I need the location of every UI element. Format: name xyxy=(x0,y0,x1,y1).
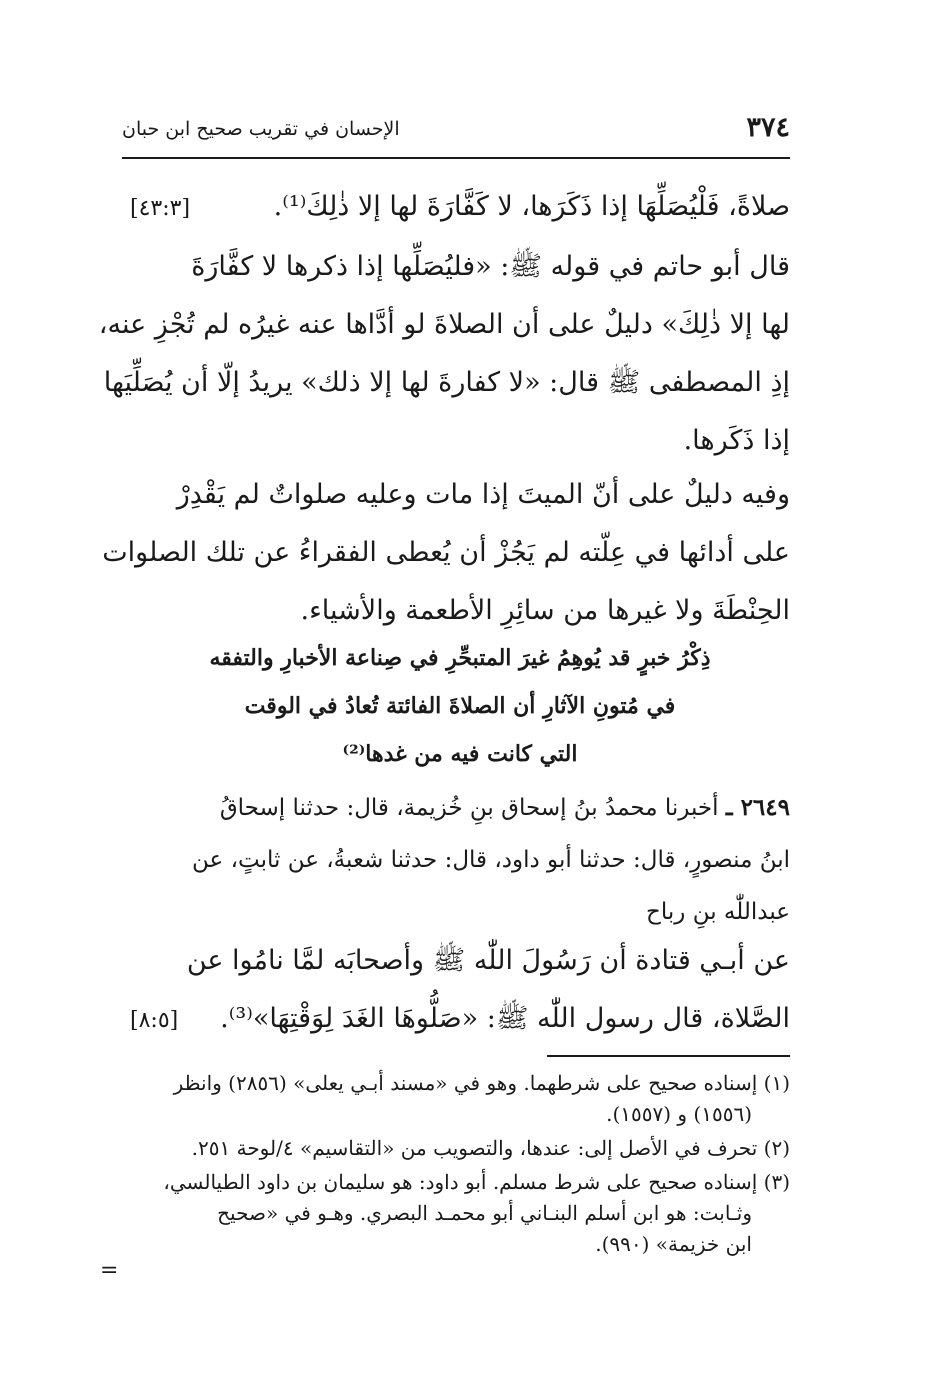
footnote-line: (٣) إسناده صحيح على شرط مسلم. أبو داود: هو سليمان بن داود الطيالسي، xyxy=(163,1170,790,1194)
footnote-line: وثـابت: هو ابن أسلم البنـاني أبو محمـد البصري. وهـو في «صحيح xyxy=(217,1201,752,1225)
paragraph-2 xyxy=(98,238,790,470)
hadith-chain-line: عبداللّٰه بنِ رباح xyxy=(646,899,790,925)
hadith-chain-line: أخبرنا محمدُ بنُ إسحاق بنِ خُزيمة، قال: حدثنا إسحاقُ xyxy=(219,795,719,821)
footnote-line: (١) إسناده صحيح على شرطهما. وهو في «مسند أبـي يعلى» (٢٨٥٦) وانظر xyxy=(173,1071,790,1095)
running-title: الإحسان في تقريب صحيح ابن حبان xyxy=(122,118,400,140)
continuation-mark: = xyxy=(100,1258,119,1283)
footnote-2 xyxy=(130,1133,790,1164)
paragraph-1 xyxy=(130,178,790,238)
paragraph-2-line: إذِ المصطفى ﷺ قال: «لا كفارةَ لها إلا ذلك» يريدُ إلّا أن يُصَلِّيَها xyxy=(103,367,790,398)
paragraph-2-line: إذا ذَكَرها. xyxy=(683,425,790,456)
hadith-number: ٢٦٤٩ ـ xyxy=(725,794,790,821)
hadith-reference: [٨:٥] xyxy=(130,1008,179,1033)
paragraph-2-line: قال أبو حاتم في قوله ﷺ: «فليُصَلِّها إذا ذكرها لا كفَّارَةَ xyxy=(191,251,790,282)
heading-line: ذِكْرُ خبرٍ قد يُوهِمُ غيرَ المتبحِّرِ في صِناعة الأخبارِ والتفقه xyxy=(209,645,711,671)
hadith-text-line: الصَّلاة، قال رسول اللّٰه ﷺ: «صَلُّوهَا الغَدَ لِوَقْتِهَا»⁽³⁾. xyxy=(220,1003,790,1034)
hadith-chain-line: ابنُ منصورٍ، قال: حدثنا أبو داود، قال: حدثنا شعبةُ، عن ثابتٍ، عن xyxy=(192,847,790,873)
footnote-3 xyxy=(130,1167,790,1260)
hadith-chain xyxy=(130,782,790,938)
paragraph-3-line: الحِنْطَةَ ولا غيرها من سائِرِ الأطعمة والأشياء. xyxy=(300,595,790,626)
footnotes xyxy=(130,1068,790,1263)
page-header xyxy=(122,112,790,152)
footnote-rule xyxy=(547,1055,790,1057)
paragraph-3-line: على أدائها في عِلّته لم يَجُزْ أن يُعطى الفقراءُ عن تلك الصلوات xyxy=(102,537,790,568)
heading-line: في مُتونِ الآثارِ أن الصلاةَ الفائتة تُعادُ في الوقت xyxy=(244,693,676,719)
paragraph-1-reference: [٤٣:٣] xyxy=(130,196,191,221)
hadith-text-line: عن أبـي قتادة أن رَسُولَ اللّٰه ﷺ وأصحابَه لمَّا نامُوا عن xyxy=(186,945,790,976)
footnote-line: (٢) تحرف في الأصل إلى: عندها، والتصويب من «التقاسيم» ٤/لوحة ٢٥١. xyxy=(191,1136,790,1160)
footnote-1 xyxy=(130,1068,790,1130)
paragraph-2-line: لها إلا ذٰلِكَ» دليلٌ على أن الصلاةَ لو أدَّاها عنه غيرُه لم تُجْزِ عنه، xyxy=(98,309,790,340)
header-rule xyxy=(122,157,790,159)
page-number: ٣٧٤ xyxy=(746,112,790,143)
heading-line: التي كانت فيه من غدها⁽²⁾ xyxy=(342,741,578,767)
chapter-heading xyxy=(130,634,790,778)
paragraph-1-text: صلاةً، فَلْيُصَلِّهَا إذا ذَكَرَها، لا كَفَّارَةَ لها إلا ذٰلِكَ⁽¹⁾. xyxy=(273,191,790,222)
footnote-line: ابن خزيمة» (٩٩٠). xyxy=(595,1232,752,1256)
paragraph-3 xyxy=(102,466,790,640)
footnote-line: (١٥٥٦) و (١٥٥٧). xyxy=(606,1102,752,1126)
paragraph-3-line: وفيه دليلٌ على أنّ الميتَ إذا مات وعليه صلواتٌ لم يَقْدِرْ xyxy=(176,479,790,510)
hadith-text xyxy=(130,932,790,1050)
